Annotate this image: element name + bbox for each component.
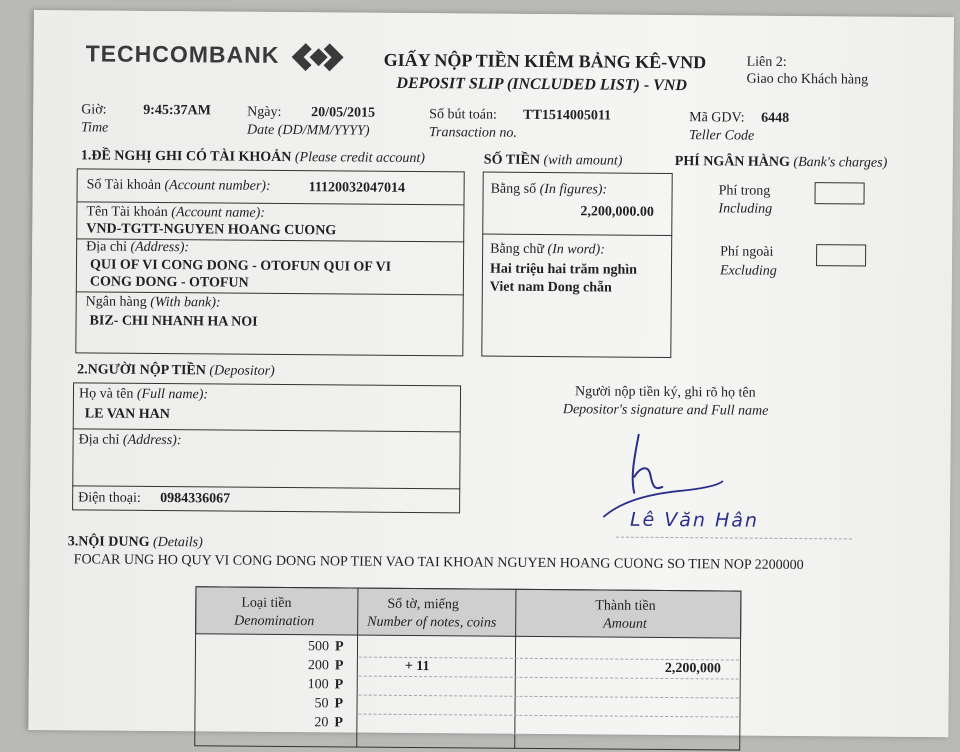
table-row <box>34 10 954 17</box>
account-number-value: 11120032047014 <box>308 180 406 196</box>
col-amount-vi: Thành tiền <box>595 598 656 614</box>
deposit-slip <box>28 10 954 737</box>
table-row <box>34 10 954 17</box>
col-amount-en: Amount <box>603 616 647 632</box>
figures-value: 2,200,000.00 <box>580 204 654 220</box>
section1-title: 1.ĐỀ NGHỊ GHI CÓ TÀI KHOẢN (Please credit account) <box>80 148 426 167</box>
table-row <box>34 10 954 17</box>
depositor-phone-value: 0984336067 <box>160 491 231 507</box>
denomination-unit: P <box>334 696 344 712</box>
form-title: GIẤY NỘP TIỀN KIÊM BẢNG KÊ-VND <box>383 49 707 73</box>
signature-label: Người nộp tiền ký, ghi rõ họ tên <box>574 384 756 401</box>
address-label: Địa chỉ (Address): <box>86 239 190 256</box>
excluding-label-en: Excluding <box>719 263 777 279</box>
depositor-name-value: LE VAN HAN <box>84 406 170 423</box>
section2-title: 2.NGƯỜI NỘP TIỀN (Depositor) <box>77 362 275 379</box>
col-denomination-vi: Loại tiền <box>241 595 292 612</box>
copy-number: Liên 2: <box>746 54 787 70</box>
excluding-label: Phí ngoài <box>720 244 774 260</box>
depositor-phone-label: Điện thoại: <box>78 490 141 506</box>
denomination-unit: P <box>334 658 344 674</box>
bank-label: Ngân hàng (With bank): <box>85 294 221 311</box>
table-row <box>34 10 954 17</box>
txn-label-en: Transaction no. <box>428 125 518 141</box>
including-label-en: Including <box>718 201 773 217</box>
denomination-unit: P <box>334 639 344 655</box>
words-line1: Hai triệu hai trăm nghìn <box>489 261 638 278</box>
col-count-vi: Số tờ, miếng <box>387 596 459 613</box>
depositor-name-label: Họ và tên (Full name): <box>78 386 209 403</box>
date-label: Ngày: <box>247 104 282 120</box>
account-name-value: VND-TGTT-NGUYEN HOANG CUONG <box>86 221 337 239</box>
form-subtitle: DEPOSIT SLIP (INCLUDED LIST) - VND <box>396 74 688 95</box>
words-line2: Viet nam Dong chẵn <box>489 279 612 296</box>
col-denomination-en: Denomination <box>234 613 315 630</box>
bank-value: BIZ- CHI NHANH HA NOI <box>89 313 258 330</box>
denomination-unit: P <box>334 677 344 693</box>
excluding-checkbox[interactable] <box>816 244 866 266</box>
denomination-value: 20 <box>314 715 329 731</box>
words-label: Bằng chữ (In word): <box>490 241 605 258</box>
account-name-label: Tên Tài khoản (Account name): <box>86 204 266 221</box>
date-value: 20/05/2015 <box>311 105 376 121</box>
bank-logo-icon <box>292 40 344 74</box>
address-line1: QUI OF VI CONG DONG - OTOFUN QUI OF VI <box>89 257 392 275</box>
table-row <box>34 10 954 17</box>
amount-title: SỐ TIỀN (with amount) <box>483 152 623 169</box>
notes-count: + 11 <box>404 658 430 675</box>
including-checkbox[interactable] <box>814 182 864 204</box>
teller-label: Mã GDV: <box>689 110 745 126</box>
txn-value: TT1514005011 <box>523 107 612 124</box>
figures-label: Bằng số (In figures): <box>490 181 608 198</box>
signature-label-en: Depositor's signature and Full name <box>562 402 769 419</box>
time-value: 9:45:37AM <box>143 102 211 119</box>
denomination-value: 50 <box>314 696 329 712</box>
signature-handwritten-name: Lê Văn Hân <box>629 508 760 532</box>
row-amount: 2,200,000 <box>664 660 721 677</box>
charges-title: PHÍ NGÂN HÀNG (Bank's charges) <box>674 154 888 171</box>
time-label-en: Time <box>81 120 109 136</box>
teller-value: 6448 <box>761 110 790 126</box>
teller-label-en: Teller Code <box>688 128 755 144</box>
denomination-value: 500 <box>307 639 330 655</box>
denomination-value: 100 <box>307 677 329 693</box>
col-count-en: Number of notes, coins <box>367 614 497 631</box>
bank-logo-text: TECHCOMBANK <box>85 40 280 68</box>
date-label-en: Date (DD/MM/YYYY) <box>247 122 370 139</box>
section3-title: 3.NỘI DUNG (Details) <box>67 534 203 551</box>
denomination-value: 200 <box>307 658 329 674</box>
txn-label: Số bút toán: <box>429 107 497 123</box>
including-label: Phí trong <box>718 183 771 199</box>
depositor-address-label: Địa chỉ (Address): <box>78 432 182 449</box>
account-number-label: Số Tài khoản (Account number): <box>86 177 271 194</box>
address-line2: CONG DONG - OTOFUN <box>89 274 249 291</box>
copy-recipient: Giao cho Khách hàng <box>746 71 869 88</box>
time-label: Giờ: <box>81 102 107 118</box>
details-text: FOCAR UNG HO QUY VI CONG DONG NOP TIEN VAO TAI KHOAN NGUYEN HOANG CUONG SO TIEN NOP 2200000 <box>73 552 804 574</box>
denomination-unit: P <box>334 715 344 731</box>
